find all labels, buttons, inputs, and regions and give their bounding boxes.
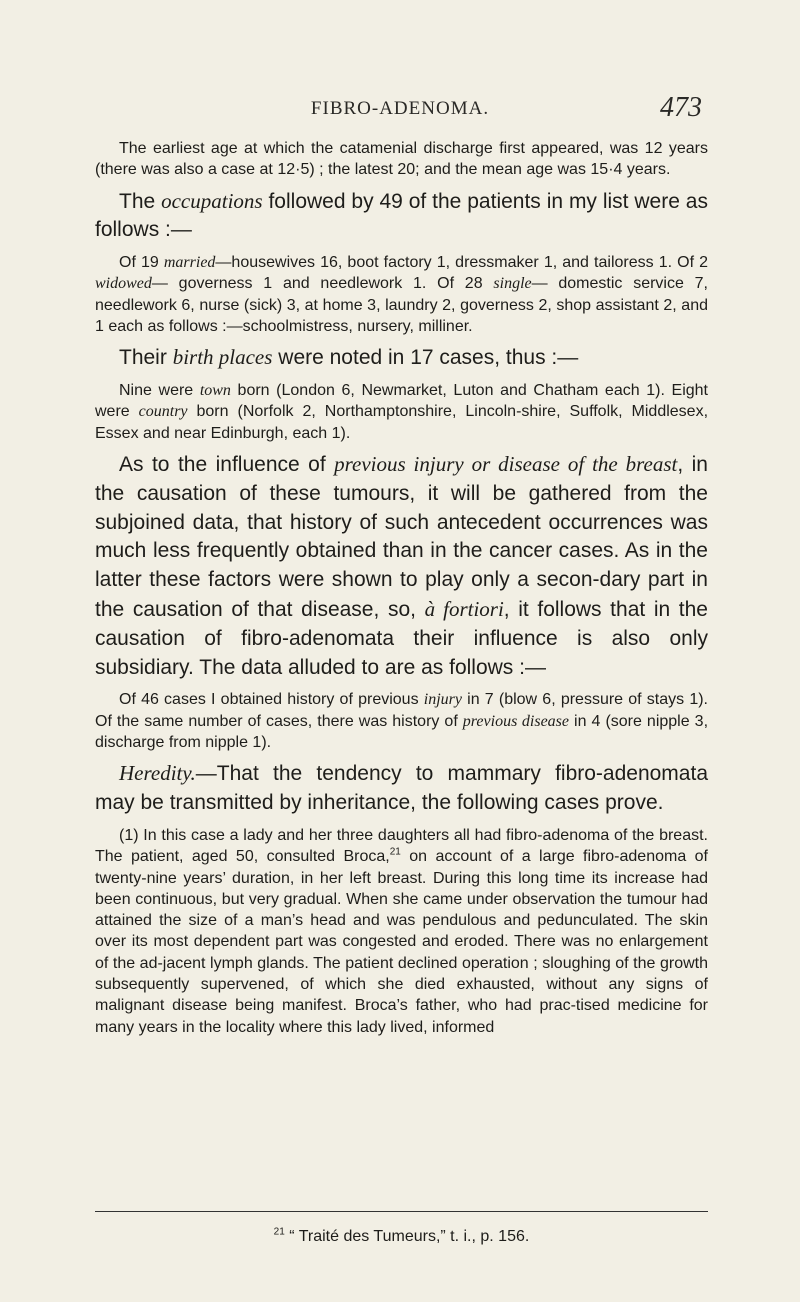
paragraph-injury-data: Of 46 cases I obtained history of previous injury in 7 (blow 6, pressure of stays 1). Of the same number of cases, there was history of previous disease in 4 (sore nipple 3, discharge from nipple 1). bbox=[95, 691, 709, 752]
term-country: country bbox=[138, 403, 188, 421]
footnote-number: 21 bbox=[273, 1226, 285, 1238]
footnote bbox=[95, 1228, 708, 1246]
paragraph-case-1: (1) In this case a lady and her three daughters all had fibro-adenoma of the breast. The patient, aged 50, consulted Broca,$^{21}$ on account of a large fibro-adenoma of twenty-nine years’ duration, in her left breast. During this long time its increase had been continuous, but very gradual. When she came under observation the tumour had attained the size of a man’s head and was pendulous and pedunculated. The skin over its most dependent part was congested and eroded. There was no enlargement of the ad-jacent lymph glands. The patient declined operation ; sloughing of the growth subsequently supervened, of which she died exhausted, without any signs of malignant disease being manifest. Broca’s father, who had prac-tised medicine for many years in the locality where this lady lived, informed bbox=[95, 826, 708, 1036]
term-occupations: occupations bbox=[161, 188, 263, 213]
footnote-divider bbox=[95, 1211, 708, 1212]
paragraph-catamenial: The earliest age at which the catamenial discharge first appeared, was 12 years (there was also a case at 12·5) ; the latest 20; and the mean age was 15·4 years. bbox=[95, 140, 708, 179]
term-widowed: widowed bbox=[95, 275, 152, 293]
paragraph-occupations-detail: Of 19 married—housewives 16, boot factory 1, dressmaker 1, and tailoress 1. Of 2 widowed— governess 1 and needlework 1. Of 28 single— domestic service 7, needlework 6, nurse (sick) 3, at home 3, laundry 2, governess 2, shop assistant 2, and 1 each as follows :—schoolmistress, nursery, milliner. bbox=[95, 254, 708, 336]
term-previous-injury-or-disease: previous injury or disease of the breast bbox=[334, 452, 678, 477]
page-header bbox=[0, 92, 800, 132]
term-birth-places: birth places bbox=[172, 345, 273, 370]
term-previous-disease: previous disease bbox=[462, 712, 569, 730]
term-town: town bbox=[199, 382, 231, 400]
running-title: FIBRO-ADENOMA. bbox=[310, 98, 490, 119]
paragraph-influence: As to the influence of previous injury or disease of the breast, in the causation of these tumours, it will be gathered from the subjoined data, that history of such antecedent occurrences was much less frequently obtained than in the cancer cases. As in the latter these factors were shown to play only a secon-dary part in the causation of that disease, so, à fortiori, it follows that in the causation of fibro-adenomata their influence is also only subsidiary. The data alluded to are as follows :— bbox=[95, 452, 708, 679]
paragraph-heredity: Heredity.—That the tendency to mammary fibro-adenomata may be transmitted by inheritance, the following cases prove. bbox=[95, 761, 708, 815]
page-body bbox=[95, 138, 708, 1038]
term-a-fortiori: à fortiori bbox=[424, 597, 504, 622]
paragraph-occupations-intro: The occupations followed by 49 of the patients in my list were as follows :— bbox=[95, 188, 708, 242]
term-single: single bbox=[493, 275, 532, 293]
page-number: 473 bbox=[660, 92, 702, 123]
term-injury: injury bbox=[423, 691, 462, 709]
footnote-reference[interactable]: 21 bbox=[389, 846, 401, 858]
paragraph-birthplaces-intro: Their birth places were noted in 17 cases, thus :— bbox=[119, 345, 579, 370]
term-heredity: Heredity. bbox=[119, 761, 196, 786]
term-married: married bbox=[163, 254, 216, 272]
paragraph-birthplaces-detail: Nine were town born (London 6, Newmarket, Luton and Chatham each 1). Eight were country born (Norfolk 2, Northamptonshire, Lincoln-shire, Suffolk, Middlesex, Essex and near Edinburgh, each 1). bbox=[95, 382, 709, 442]
footnote-text: “ Traité des Tumeurs,” t. i., p. 156. bbox=[284, 1228, 530, 1245]
